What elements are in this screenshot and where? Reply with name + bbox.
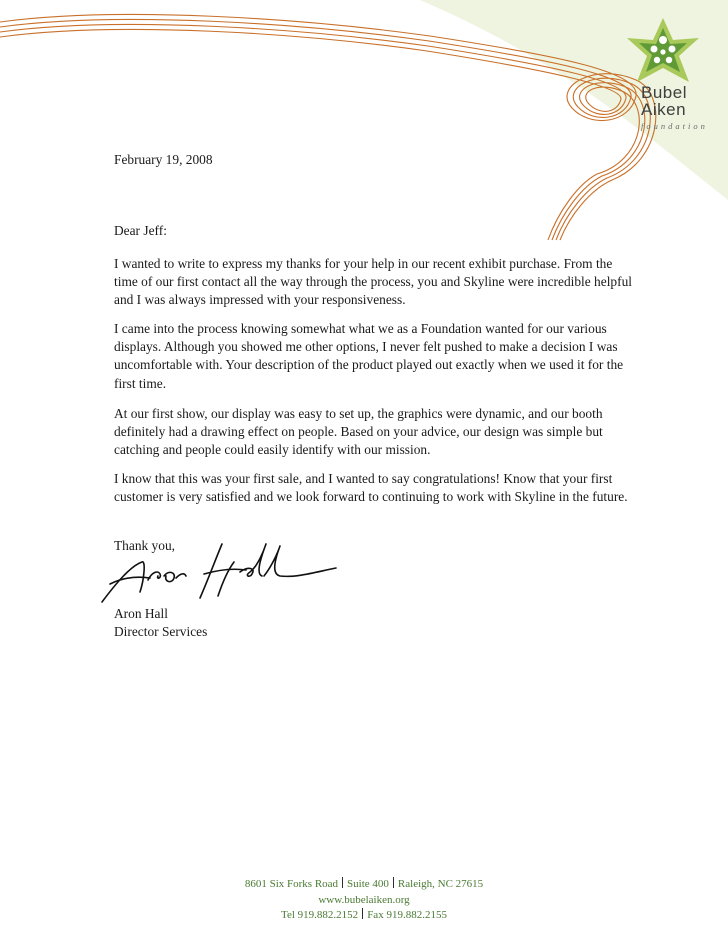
brand-name-line1: Bubel — [641, 83, 687, 102]
letterhead-footer — [0, 877, 728, 924]
footer-city: Raleigh, NC 27615 — [397, 878, 484, 890]
letter-paragraph-1: I wanted to write to express my thanks for your help in our recent exhibit purchase. From the time of our first contact all the way through the process, you and Skyline were incredible helpful and I was always impressed with your responsiveness. — [114, 256, 632, 308]
letter-date: February 19, 2008 — [114, 152, 213, 167]
footer-website: www.bubelaiken.org — [318, 893, 410, 906]
brand-name-line2: Aiken — [641, 100, 687, 119]
footer-separator — [342, 877, 343, 888]
signer-title: Director Services — [114, 624, 208, 639]
footer-suite: Suite 400 — [347, 878, 389, 890]
brand-logo-text — [641, 84, 721, 131]
letter-paragraph-4: I know that this was your first sale, and I wanted to say congratulations! Know that your first customer is very satisfied and we look forward to continuing to work with Skyline in the future. — [114, 471, 628, 505]
letter-salutation: Dear Jeff: — [114, 223, 167, 238]
brand-name-line3: foundation — [641, 121, 708, 131]
footer-fax: Fax 919.882.2155 — [367, 909, 447, 921]
signer-name: Aron Hall — [114, 606, 168, 621]
letter-paragraph-3: At our first show, our display was easy to set up, the graphics were dynamic, and our booth definitely had a drawing effect on people. Based on your advice, our design was simple but catching and people could easily identify with our mission. — [114, 406, 603, 458]
flower-star-logo-icon — [621, 16, 705, 88]
footer-address-line — [0, 877, 728, 893]
footer-separator — [362, 908, 363, 919]
letter-paragraph-2: I came into the process knowing somewhat what we as a Foundation wanted for our various displays. Although you showed me other options, I never felt pushed to make a decision I was uncomfortable with. Your description of the product played out exactly when we used it for the first time. — [114, 321, 624, 391]
footer-street: 8601 Six Forks Road — [244, 878, 339, 890]
footer-phone: Tel 919.882.2152 — [281, 909, 359, 921]
footer-separator — [393, 877, 394, 888]
letter-closing: Thank you, — [114, 538, 175, 553]
handwritten-signature — [100, 540, 340, 606]
footer-contact-line — [0, 908, 728, 924]
